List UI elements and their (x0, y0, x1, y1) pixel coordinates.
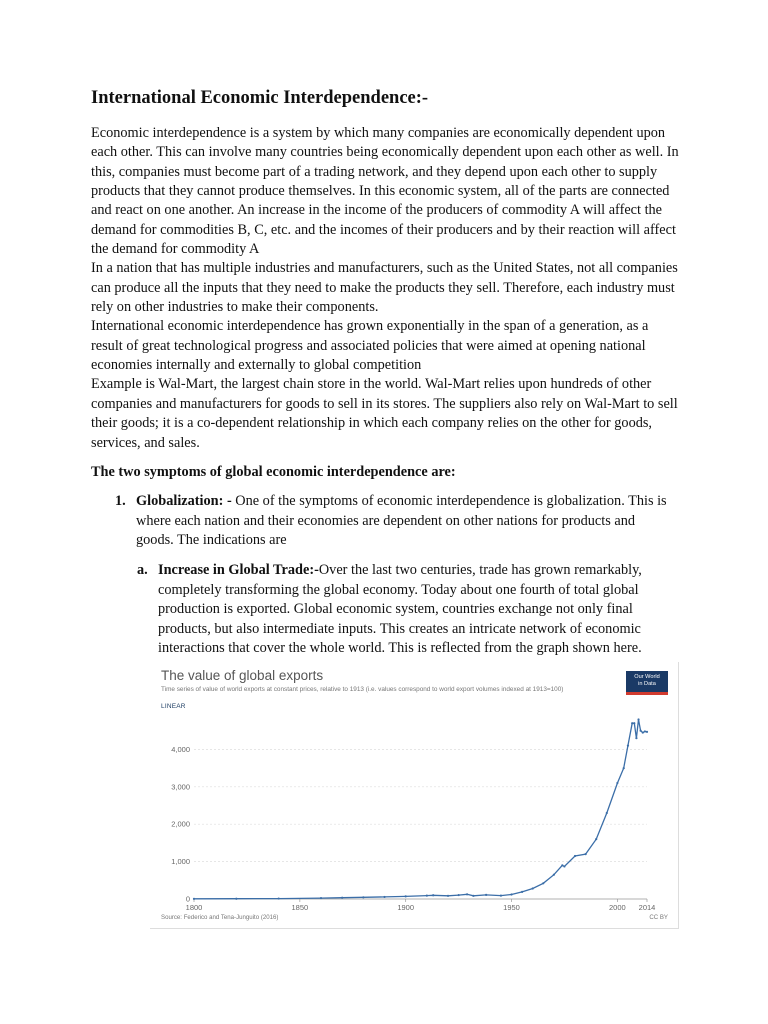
sub-list-item-global-trade (137, 561, 682, 659)
series-line (194, 720, 647, 899)
data-point (637, 718, 639, 720)
logo-line: Our World (634, 674, 660, 680)
y-tick-label: 1,000 (171, 857, 190, 867)
data-point (432, 894, 434, 896)
sub-list-item-body: Over the last two centuries, trade has grown remarkably, completely transforming the global economy. Today about one fourth of total global production is exported. Global economic system, countries exchange not only final products, but also intermediate inputs. This creates an intricate network of economic interactions that cover the whole world. This is reflected from the graph shown here. (158, 562, 642, 656)
data-point (193, 898, 195, 900)
logo-line: in Data (638, 680, 656, 687)
data-point (644, 730, 646, 732)
chart-source: Source: Federico and Tena-Junguito (2016) (161, 914, 279, 921)
data-point (623, 767, 625, 769)
data-point (278, 897, 280, 899)
list-item-text (136, 492, 675, 551)
x-tick-label: 1900 (397, 903, 415, 912)
data-point (542, 882, 544, 884)
data-point (500, 895, 502, 897)
data-point (642, 731, 644, 733)
body-paragraphs (91, 124, 681, 453)
y-tick-label: 0 (185, 894, 190, 904)
sub-list-item-text (158, 561, 682, 659)
list-number: 1. (115, 493, 126, 509)
data-point (447, 895, 449, 897)
sub-list-item-label: Increase in Global Trade:- (158, 562, 319, 578)
y-tick-label: 4,000 (171, 744, 190, 754)
y-tick-label: 2,000 (171, 819, 190, 829)
page-title: International Economic Interdependence:- (91, 88, 429, 108)
x-tick-label: 2014 (638, 903, 656, 912)
chart-license: CC BY (649, 914, 668, 921)
data-point (510, 893, 512, 895)
data-point (405, 895, 407, 897)
sub-list-letter: a. (137, 562, 148, 578)
paragraph: International economic interdependence has grown exponentially in the span of a generation, as a result of great technological progress and associated policies that were aimed at opening national economies internally and externally to global competition (91, 318, 649, 374)
data-point (640, 730, 642, 732)
chart-subtitle: Time series of value of world exports at constant prices, relative to 1913 (i.e. values correspond to world export volumes indexed at 1913=100) (161, 686, 564, 693)
data-point (383, 896, 385, 898)
data-point (521, 891, 523, 893)
scale-label: LINEAR (161, 703, 186, 710)
x-tick-label: 2000 (609, 903, 626, 912)
data-point (585, 853, 587, 855)
x-tick-label: 1800 (185, 903, 203, 912)
section-heading: The two symptoms of global economic interdependence are: (91, 464, 456, 480)
data-point (633, 722, 635, 724)
data-point (553, 874, 555, 876)
paragraph: In a nation that has multiple industries and manufacturers, such as the United States, not all companies can produce all the inputs that they need to make the products they sell. Therefore, each industry must rely on other industries to make their components. (91, 260, 678, 316)
x-tick-label: 1950 (503, 903, 520, 912)
data-point (646, 731, 648, 733)
list-item-globalization (115, 492, 675, 551)
data-point (341, 897, 343, 899)
list-item-label: Globalization: - (136, 493, 232, 509)
data-point (485, 894, 487, 896)
global-exports-chart (150, 662, 679, 929)
data-point (627, 745, 629, 747)
chart-canvas (150, 662, 678, 928)
paragraph: Example is Wal-Mart, the largest chain store in the world. Wal-Mart relies upon hundreds of other companies and manufacturers for goods to sell in its stores. The suppliers also rely on Wal-Mart to sell their goods; it is a co-dependent relationship in which each company relies on the other for goods, services, and sales. (91, 376, 678, 451)
y-tick-label: 3,000 (171, 782, 190, 792)
data-point (466, 893, 468, 895)
data-point (606, 812, 608, 814)
data-point (532, 887, 534, 889)
data-point (563, 865, 565, 867)
data-point (426, 895, 428, 897)
list-item-body: One of the symptoms of economic interdependence is globalization. This is where each nation and their economies are dependent on other nations for products and goods. The indications are (136, 493, 667, 548)
paragraph: Economic interdependence is a system by which many companies are economically dependent upon each other. This can involve many countries being economically dependent upon each other as well. In this, companies must become part of a trading network, and they depend upon each other to supply products that they cannot produce themselves. In this economic system, all of the parts are connected and react on one another. An increase in the income of the producers of commodity A will affect the demand for commodities B, C, etc. and the incomes of their producers and by their reaction will affect the demand for commodity A (91, 125, 679, 258)
data-point (574, 855, 576, 857)
data-point (561, 864, 563, 866)
data-point (631, 722, 633, 724)
data-point (235, 898, 237, 900)
chart-title: The value of global exports (161, 668, 324, 683)
x-tick-label: 1850 (291, 903, 309, 912)
data-point (458, 894, 460, 896)
data-point (595, 838, 597, 840)
data-point (635, 737, 637, 739)
data-point (472, 895, 474, 897)
data-point (616, 782, 618, 784)
data-point (362, 896, 364, 898)
data-point (320, 897, 322, 899)
